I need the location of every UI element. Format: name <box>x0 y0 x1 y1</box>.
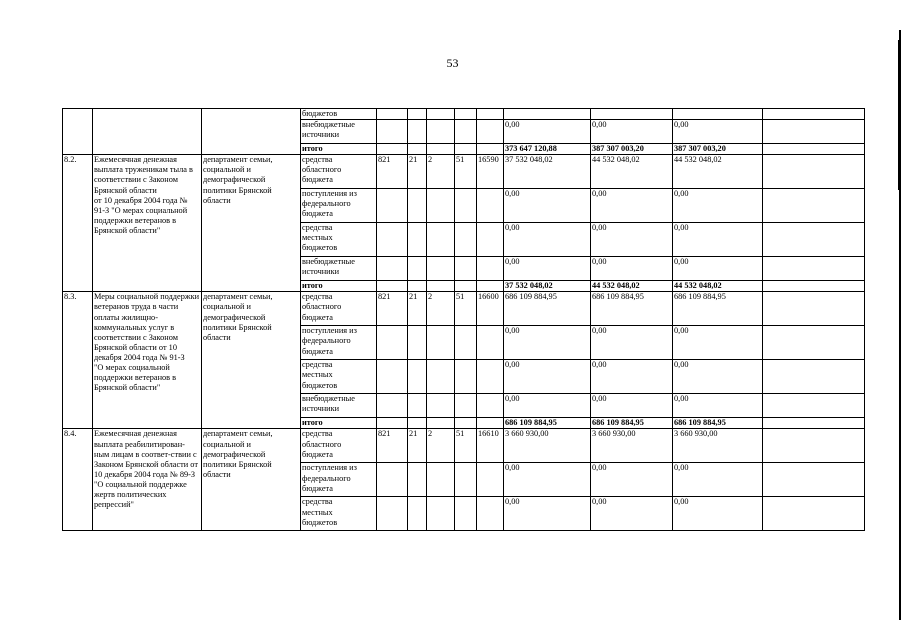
code-3-cell <box>427 189 455 223</box>
item-description-cell: Меры социальной поддержки ветеранов труда в части оплаты жилищно-коммунальных услуг в соответствии с Законом Брянской области от 10 декабря 2004 года № 91-З "О мерах социальной поддержки ветеранов в Брянской области" <box>93 292 202 429</box>
value-year-2-cell: 0,00 <box>591 223 673 257</box>
blank-cell <box>763 189 865 223</box>
value-year-3-cell: 44 532 048,02 <box>673 155 763 189</box>
code-4-cell <box>455 394 477 418</box>
item-number-cell: 8.2. <box>63 155 93 292</box>
code-3-cell <box>427 360 455 394</box>
code-4-cell: 51 <box>455 155 477 189</box>
code-1-cell <box>377 257 408 281</box>
code-5-cell <box>477 360 504 394</box>
value-year-2-cell: 686 109 884,95 <box>591 292 673 326</box>
value-year-2-cell: 686 109 884,95 <box>591 418 673 429</box>
blank-cell <box>763 394 865 418</box>
code-3-cell: 2 <box>427 155 455 189</box>
code-1-cell <box>377 418 408 429</box>
code-1-cell <box>377 326 408 360</box>
funding-source-cell: внебюджетные источники <box>301 257 377 281</box>
blank-cell <box>763 418 865 429</box>
value-year-1-cell: 0,00 <box>504 257 591 281</box>
value-year-1-cell: 37 532 048,02 <box>504 155 591 189</box>
value-year-1-cell: 37 532 048,02 <box>504 281 591 292</box>
code-5-cell <box>477 144 504 155</box>
value-year-1-cell: 0,00 <box>504 120 591 144</box>
item-number-cell <box>63 109 93 155</box>
blank-cell <box>763 120 865 144</box>
value-year-2-cell: 0,00 <box>591 394 673 418</box>
code-1-cell <box>377 394 408 418</box>
code-4-cell <box>455 109 477 120</box>
value-year-1-cell: 0,00 <box>504 497 591 531</box>
value-year-1-cell: 686 109 884,95 <box>504 292 591 326</box>
code-3-cell <box>427 326 455 360</box>
item-department-cell: департамент семьи, социальной и демографической политики Брянской области <box>202 155 301 292</box>
code-5-cell: 16590 <box>477 155 504 189</box>
value-year-2-cell: 0,00 <box>591 497 673 531</box>
value-year-1-cell: 0,00 <box>504 394 591 418</box>
funding-source-cell: итого <box>301 418 377 429</box>
code-1-cell <box>377 360 408 394</box>
code-4-cell <box>455 360 477 394</box>
code-4-cell: 51 <box>455 429 477 463</box>
code-3-cell: 2 <box>427 292 455 326</box>
code-2-cell <box>408 360 427 394</box>
funding-source-cell: итого <box>301 144 377 155</box>
value-year-2-cell: 387 307 003,20 <box>591 144 673 155</box>
code-2-cell: 21 <box>408 155 427 189</box>
code-3-cell <box>427 418 455 429</box>
blank-cell <box>763 360 865 394</box>
funding-source-cell: бюджетов <box>301 109 377 120</box>
value-year-1-cell <box>504 109 591 120</box>
value-year-1-cell: 0,00 <box>504 189 591 223</box>
code-5-cell <box>477 463 504 497</box>
budget-table <box>62 108 865 531</box>
value-year-3-cell: 686 109 884,95 <box>673 292 763 326</box>
value-year-3-cell <box>673 109 763 120</box>
code-4-cell <box>455 257 477 281</box>
value-year-3-cell: 44 532 048,02 <box>673 281 763 292</box>
blank-cell <box>763 281 865 292</box>
code-5-cell <box>477 120 504 144</box>
value-year-1-cell: 686 109 884,95 <box>504 418 591 429</box>
code-4-cell <box>455 463 477 497</box>
item-description-cell: Ежемесячная денежная выплата труженикам тыла в соответствии с Законом Брянской области от 10 декабря 2004 года № 91-З "О мерах социальной поддержки ветеранов в Брянской области" <box>93 155 202 292</box>
funding-source-cell: внебюджетные источники <box>301 120 377 144</box>
code-1-cell <box>377 281 408 292</box>
code-3-cell <box>427 463 455 497</box>
code-1-cell: 821 <box>377 292 408 326</box>
value-year-2-cell <box>591 109 673 120</box>
blank-cell <box>763 144 865 155</box>
funding-source-cell: средства местных бюджетов <box>301 497 377 531</box>
code-4-cell <box>455 418 477 429</box>
value-year-3-cell: 0,00 <box>673 189 763 223</box>
code-2-cell <box>408 120 427 144</box>
value-year-3-cell: 0,00 <box>673 497 763 531</box>
code-5-cell: 16610 <box>477 429 504 463</box>
code-5-cell <box>477 326 504 360</box>
value-year-1-cell: 0,00 <box>504 360 591 394</box>
value-year-3-cell: 0,00 <box>673 463 763 497</box>
code-2-cell <box>408 326 427 360</box>
code-4-cell <box>455 144 477 155</box>
code-2-cell <box>408 144 427 155</box>
code-4-cell <box>455 497 477 531</box>
funding-source-cell: средства областного бюджета <box>301 292 377 326</box>
code-1-cell <box>377 189 408 223</box>
value-year-2-cell: 0,00 <box>591 463 673 497</box>
value-year-2-cell: 0,00 <box>591 120 673 144</box>
code-5-cell: 16600 <box>477 292 504 326</box>
table-row <box>63 292 865 326</box>
code-2-cell <box>408 463 427 497</box>
code-4-cell <box>455 223 477 257</box>
code-2-cell <box>408 189 427 223</box>
value-year-1-cell: 0,00 <box>504 326 591 360</box>
funding-source-cell: средства местных бюджетов <box>301 360 377 394</box>
code-3-cell <box>427 394 455 418</box>
value-year-1-cell: 3 660 930,00 <box>504 429 591 463</box>
value-year-2-cell: 44 532 048,02 <box>591 281 673 292</box>
code-3-cell <box>427 497 455 531</box>
code-3-cell <box>427 120 455 144</box>
code-2-cell: 21 <box>408 292 427 326</box>
funding-source-cell: поступления из федерального бюджета <box>301 463 377 497</box>
blank-cell <box>763 223 865 257</box>
value-year-3-cell: 0,00 <box>673 360 763 394</box>
code-5-cell <box>477 281 504 292</box>
code-3-cell <box>427 144 455 155</box>
funding-source-cell: средства областного бюджета <box>301 429 377 463</box>
code-2-cell <box>408 257 427 281</box>
blank-cell <box>763 257 865 281</box>
blank-cell <box>763 497 865 531</box>
code-2-cell <box>408 394 427 418</box>
blank-cell <box>763 463 865 497</box>
value-year-1-cell: 373 647 120,88 <box>504 144 591 155</box>
code-4-cell <box>455 281 477 292</box>
table-row <box>63 429 865 463</box>
budget-table-body <box>63 109 865 531</box>
page-number: 53 <box>446 56 459 70</box>
code-2-cell <box>408 497 427 531</box>
code-4-cell <box>455 189 477 223</box>
value-year-3-cell: 0,00 <box>673 257 763 281</box>
code-2-cell <box>408 223 427 257</box>
table-row <box>63 109 865 120</box>
code-5-cell <box>477 189 504 223</box>
item-description-cell: Ежемесячная денежная выплата реабилитирован-ным лицам в соответ-ствии с Законом Брянской области от 10 декабря 2004 года № 89-З "О социальной поддержке жертв политических репрессий" <box>93 429 202 531</box>
code-3-cell <box>427 281 455 292</box>
code-1-cell: 821 <box>377 155 408 189</box>
code-5-cell <box>477 418 504 429</box>
code-3-cell: 2 <box>427 429 455 463</box>
blank-cell <box>763 326 865 360</box>
value-year-3-cell: 0,00 <box>673 394 763 418</box>
funding-source-cell: поступления из федерального бюджета <box>301 189 377 223</box>
item-number-cell: 8.3. <box>63 292 93 429</box>
code-4-cell <box>455 326 477 360</box>
value-year-2-cell: 0,00 <box>591 189 673 223</box>
code-3-cell <box>427 109 455 120</box>
code-2-cell <box>408 281 427 292</box>
code-4-cell: 51 <box>455 292 477 326</box>
value-year-2-cell: 0,00 <box>591 257 673 281</box>
blank-cell <box>763 155 865 189</box>
code-2-cell: 21 <box>408 429 427 463</box>
item-department-cell: департамент семьи, социальной и демографической политики Брянской области <box>202 292 301 429</box>
code-1-cell <box>377 497 408 531</box>
value-year-3-cell: 0,00 <box>673 120 763 144</box>
value-year-3-cell: 0,00 <box>673 326 763 360</box>
code-3-cell <box>427 257 455 281</box>
code-5-cell <box>477 497 504 531</box>
code-1-cell <box>377 144 408 155</box>
code-3-cell <box>427 223 455 257</box>
value-year-1-cell: 0,00 <box>504 463 591 497</box>
item-number-cell: 8.4. <box>63 429 93 531</box>
code-1-cell <box>377 223 408 257</box>
value-year-2-cell: 44 532 048,02 <box>591 155 673 189</box>
code-2-cell <box>408 418 427 429</box>
value-year-2-cell: 0,00 <box>591 360 673 394</box>
table-row <box>63 155 865 189</box>
value-year-2-cell: 3 660 930,00 <box>591 429 673 463</box>
value-year-3-cell: 686 109 884,95 <box>673 418 763 429</box>
funding-source-cell: итого <box>301 281 377 292</box>
value-year-3-cell: 0,00 <box>673 223 763 257</box>
funding-source-cell: средства местных бюджетов <box>301 223 377 257</box>
value-year-1-cell: 0,00 <box>504 223 591 257</box>
code-5-cell <box>477 223 504 257</box>
code-5-cell <box>477 394 504 418</box>
funding-source-cell: поступления из федерального бюджета <box>301 326 377 360</box>
value-year-3-cell: 387 307 003,20 <box>673 144 763 155</box>
code-2-cell <box>408 109 427 120</box>
code-1-cell <box>377 463 408 497</box>
code-5-cell <box>477 109 504 120</box>
code-4-cell <box>455 120 477 144</box>
code-1-cell <box>377 120 408 144</box>
blank-cell <box>763 292 865 326</box>
code-1-cell: 821 <box>377 429 408 463</box>
item-department-cell <box>202 109 301 155</box>
funding-source-cell: внебюджетные источники <box>301 394 377 418</box>
blank-cell <box>763 429 865 463</box>
blank-cell <box>763 109 865 120</box>
value-year-3-cell: 3 660 930,00 <box>673 429 763 463</box>
code-5-cell <box>477 257 504 281</box>
item-department-cell: департамент семьи, социальной и демографической политики Брянской области <box>202 429 301 531</box>
value-year-2-cell: 0,00 <box>591 326 673 360</box>
item-description-cell <box>93 109 202 155</box>
funding-source-cell: средства областного бюджета <box>301 155 377 189</box>
code-1-cell <box>377 109 408 120</box>
